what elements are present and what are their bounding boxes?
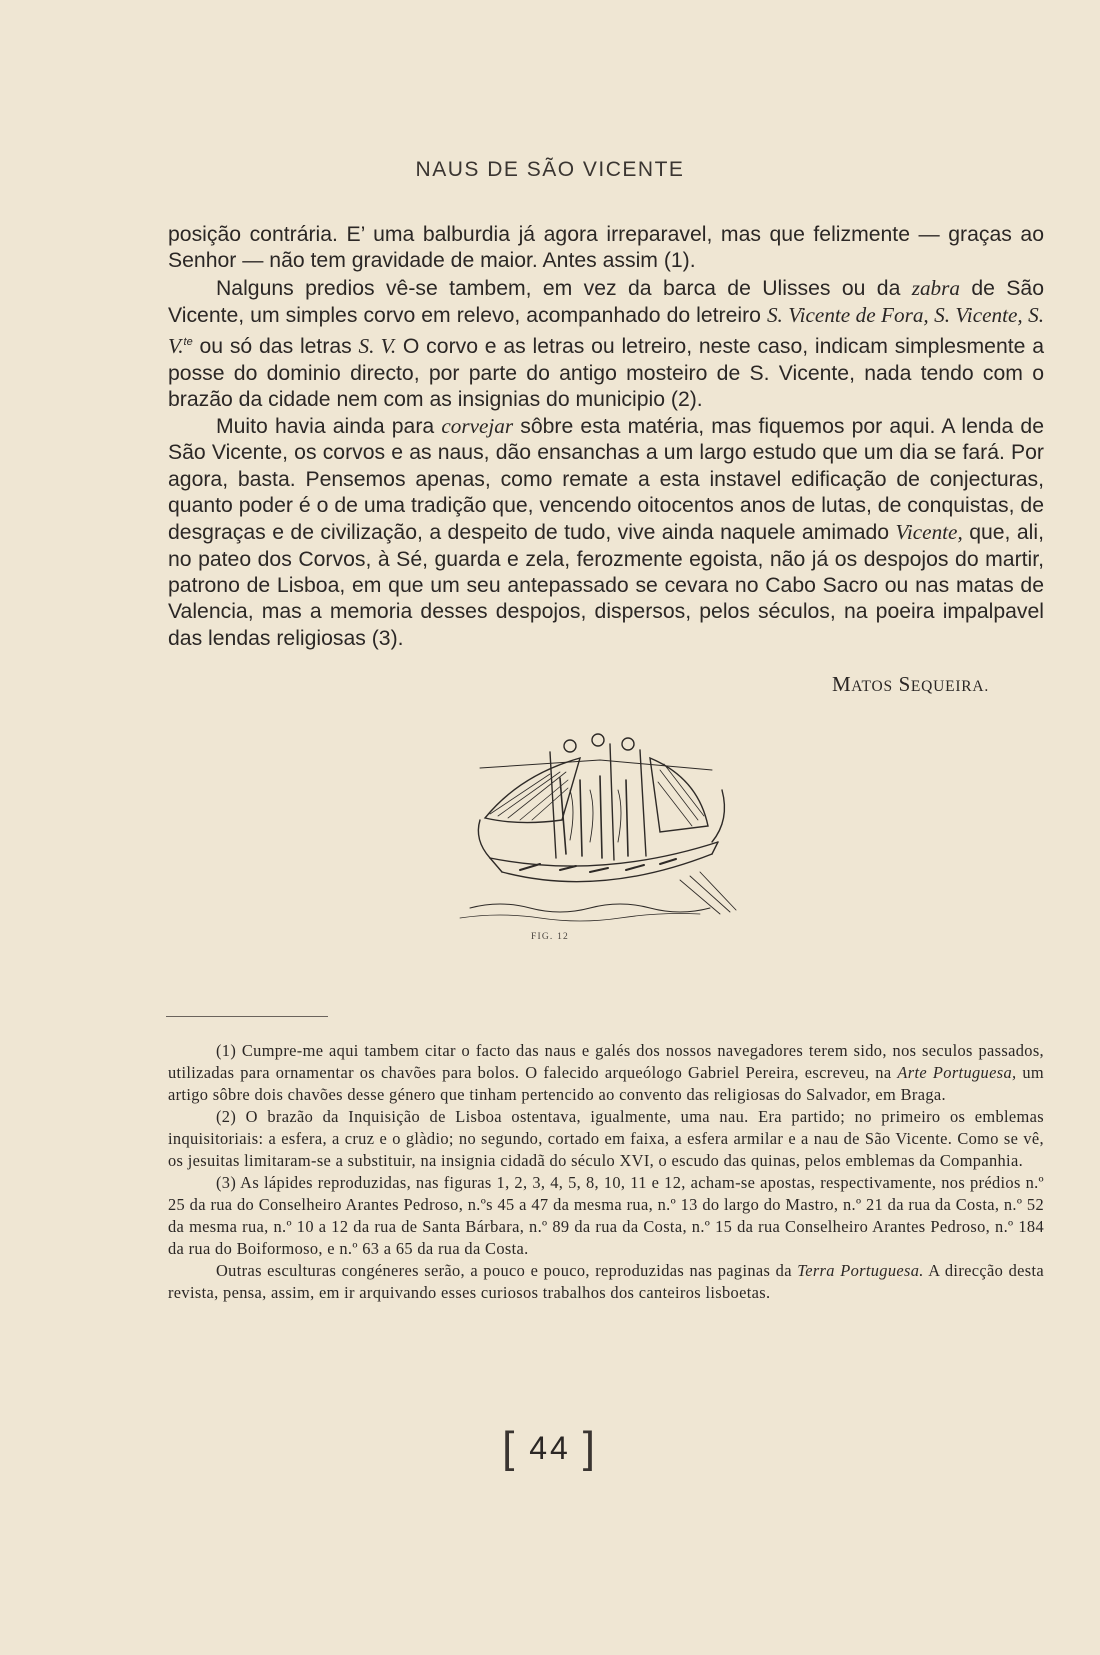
signature-initial: M (832, 672, 852, 696)
italic-run: corvejar (441, 414, 514, 439)
folio-number: 44 (529, 1430, 571, 1466)
text-run: O corvo e as letras ou letreiro, neste caso, indicam simplesmente a posse do dominio directo, por parte do antigo mosteiro de S. Vicente, nada tendo com o brazão da cidade nem com as insignias do municipio (2). (168, 335, 1044, 411)
running-head: NAUS DE SÃO VICENTE (415, 158, 685, 181)
waves (470, 904, 710, 912)
page-number (0, 1420, 1100, 1470)
signature-initial: S (898, 672, 911, 696)
text-run: um artigo sôbre dois chavões desse género que tinham pertencido ao convento das religiosas do Salvador, em Braga. (168, 1063, 1044, 1104)
footnote-2: (2) O brazão da Inquisição de Lisboa ostentava, igualmente, uma nau. Era partido; no primeiro os emblemas inquisitoriais: a esfera, a cruz e o glàdio; no segundo, cortado em faixa, a esfera armilar e a nau de São Vicente. Como se vê, os jesuitas limitaram-se a substituir, na insignia cidadã do século XVI, o escudo das quinas, pelos emblemas da Companhia. (168, 1107, 1044, 1170)
paragraph-2 (168, 275, 1044, 414)
italic-run: zabra (911, 275, 960, 300)
footnote-3: (3) As lápides reproduzidas, nas figuras 1, 2, 3, 4, 5, 8, 10, 11 e 12, acham-se apostas, respectivamente, nos prédios n.º 25 da rua do Conselheiro Arantes Pedroso, n.ºs 45 a 47 da mesma rua, n.º 13 do largo do Mastro, n.º 21 da rua da Costa, n.º 52 da mesma rua, n.º 10 a 12 da rua de Santa Bárbara, n.º 89 da rua da Costa, n.º 15 da rua Conselheiro Arantes Pedroso, n.º 184 da rua do Boiformoso, e n.º 63 a 65 da rua da Costa. (168, 1173, 1044, 1258)
italic-run: Arte Portuguesa, (897, 1063, 1017, 1082)
paragraph-3 (168, 413, 1044, 652)
signature-smallcaps: EQUEIRA. (910, 678, 990, 695)
figure-caption: FIG. 12 (531, 932, 569, 942)
footnote-rule (166, 1016, 328, 1017)
footnotes (168, 1040, 1044, 1304)
figure-head-3 (622, 738, 634, 750)
text-run: Muito havia ainda para (216, 415, 442, 439)
hull-top (490, 842, 718, 866)
text-run: (1) Cumpre-me aqui tambem citar o facto das naus e galés dos nossos navegadores terem sido, nos seculos passados, utilizadas para ornamentar os chavões para bolos. O falecido arqueólogo Gabriel Pereira, escreveu, na (168, 1041, 1044, 1082)
article-body (168, 222, 1044, 652)
figure-head-2 (592, 734, 604, 746)
italic-run: S. Vicente de Fora, S. Vicente, S. V. (168, 302, 1044, 359)
folio-bracket-open: [ (502, 1423, 518, 1472)
text-run: de São Vicente, um simples corvo em relevo, acompanhado do letreiro (168, 276, 1044, 327)
signature-smallcaps: ATOS (851, 678, 893, 695)
paragraph-1: posição contrária. E’ uma balburdia já agora irreparavel, mas que felizmente — graças ao Senhor — não tem gravidade de maior. Antes assim (1). (168, 223, 1044, 273)
text-run: sôbre esta matéria, mas fiquemos por aqui. A lenda de São Vicente, os corvos e as naus, dão ensanchas a um largo estudo que um dia se fará. Por agora, basta. Pensemos apenas, como remate a esta instavel edificação de conjecturas, quanto poder é o de uma tradição que, vencendo oitocentos anos de lutas, de conquistas, de desgraças e de civilização, a despeito de tudo, vive ainda naquele amimado (168, 415, 1044, 545)
italic-run: S. V. (358, 334, 397, 359)
figure-head-1 (564, 740, 576, 752)
superscript: te (183, 336, 193, 349)
footnote-4 (168, 1260, 1044, 1304)
text-run: Nalguns predios vê-se tambem, em vez da barca de Ulisses ou da (216, 276, 912, 300)
folio-bracket-close: ] (582, 1423, 598, 1472)
italic-run: Vicente, (895, 520, 963, 545)
stern-curve (478, 820, 490, 858)
ship-engraving-illustration (450, 730, 760, 930)
ship-drawing (460, 734, 736, 921)
bow-curve (712, 790, 724, 842)
text-run: Outras esculturas congéneres serão, a pouco e pouco, reproduzidas nas paginas da (216, 1261, 798, 1280)
text-run: A direcção desta revista, pensa, assim, em ir arquivando esses curiosos trabalhos dos canteiros lisboetas. (168, 1261, 1045, 1302)
footnote-1 (168, 1040, 1044, 1106)
author-signature (832, 672, 989, 697)
italic-run: Terra Portuguesa. (797, 1261, 924, 1280)
text-run: ou só das letras (192, 335, 359, 359)
text-run: que, ali, no pateo dos Corvos, à Sé, guarda e zela, ferozmente egoista, não já os despojos do martir, patrono de Lisboa, em que um seu antepassado se cevara no Cabo Sacro ou nas matas de Valencia, mas a memoria desses despojos, dispersos, pelos séculos, na poeira impalpavel das lendas religiosas (3). (168, 521, 1044, 650)
